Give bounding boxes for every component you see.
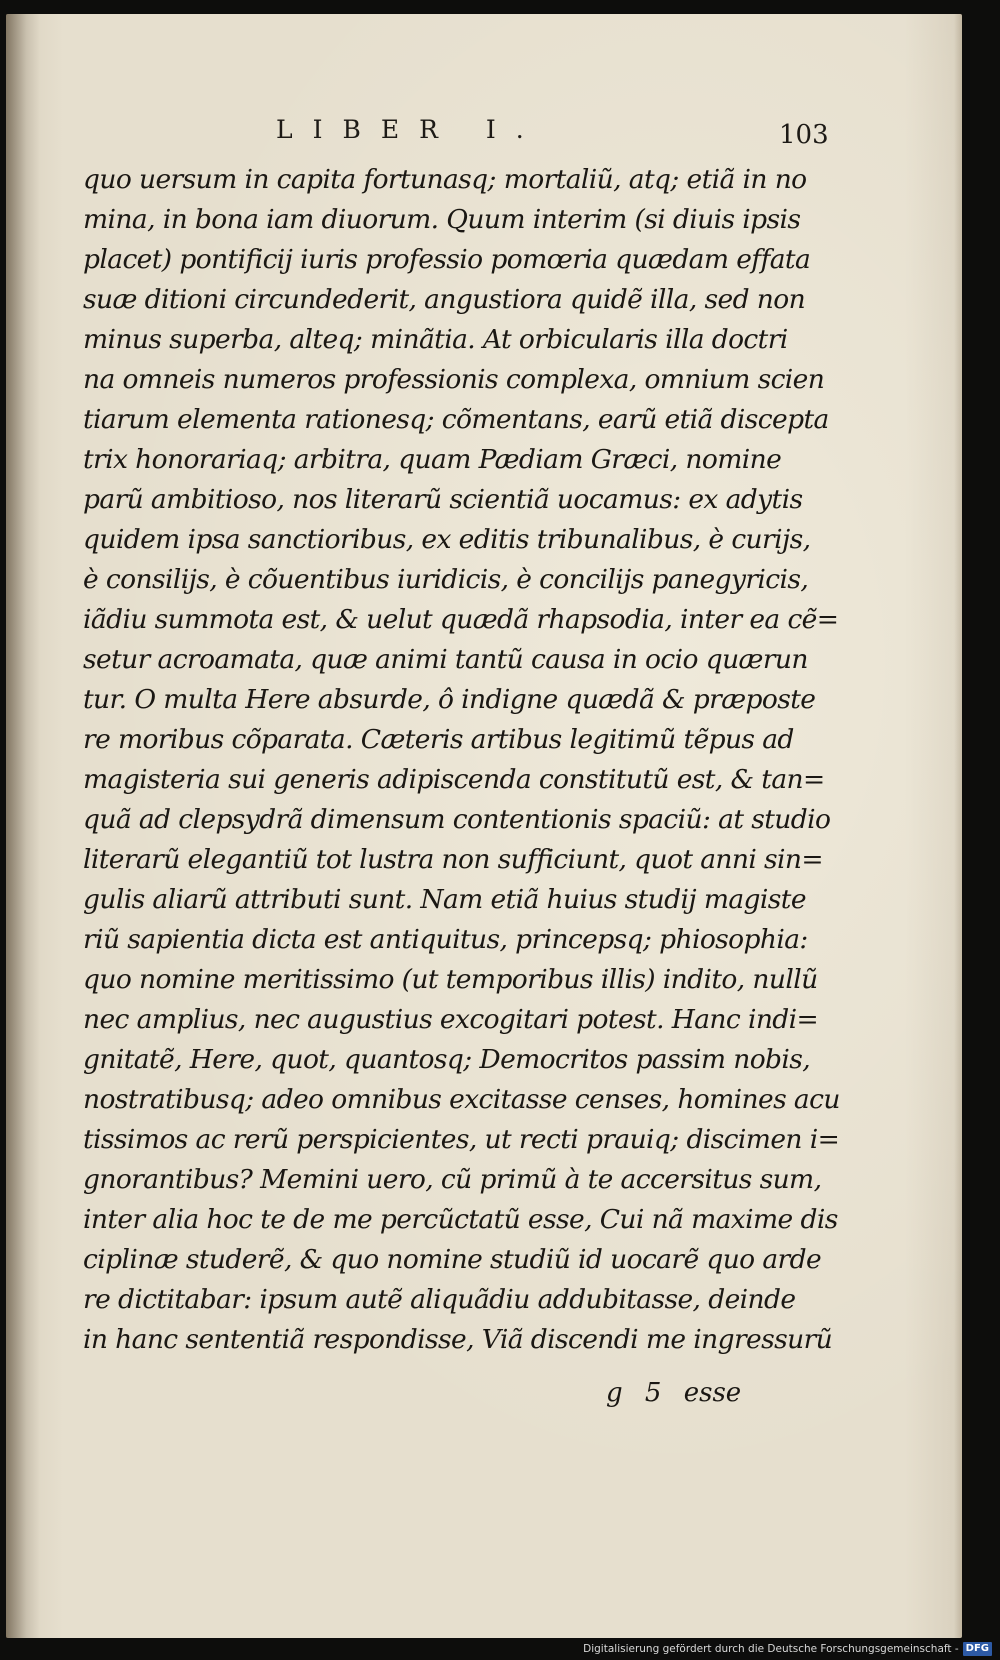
text-line: placet) pontificij iuris professio pomœria quædam effata [83,244,811,275]
text-line: ciplinæ studerẽ, & quo nomine studiũ id uocarẽ quo arde [83,1244,822,1275]
text-line: inter alia hoc te de me percũctatũ esse, Cui nã maxime dis [83,1204,838,1235]
digitization-credit [583,1641,992,1657]
text-line: in hanc sententiã respondisse, Viã discendi me ingressurũ [83,1324,833,1355]
text-line: gnorantibus? Memini uero, cũ primũ à te accersitus sum, [83,1164,822,1195]
text-line: setur acroamata, quæ animi tantũ causa in ocio quærun [83,644,808,675]
text-line: tissimos ac rerũ perspicientes, ut recti prauiq; discimen i= [83,1124,840,1155]
text-line: na omneis numeros professionis complexa, omnium scien [83,364,825,395]
text-line: è consilijs, è cõuentibus iuridicis, è concilijs panegyricis, [83,564,809,595]
text-line: gulis aliarũ attributi sunt. Nam etiã huius studij magiste [83,884,806,915]
text-line: re moribus cõparata. Cæteris artibus legitimũ tẽpus ad [83,724,794,755]
text-line: literarũ elegantiũ tot lustra non sufficiunt, quot anni sin= [83,844,824,875]
text-line: gnitatẽ, Here, quot, quantosq; Democritos passim nobis, [83,1044,811,1075]
catchword-signature: g 5 esse [606,1378,742,1408]
text-line: nec amplius, nec augustius excogitari potest. Hanc indi= [83,1004,819,1035]
text-line: trix honorariaq; arbitra, quam Pædiam Græci, nomine [83,444,782,475]
text-line: iãdiu summota est, & uelut quædã rhapsodia, inter ea cẽ= [83,604,839,635]
page-number: 103 [779,120,829,150]
text-line: tiarum elementa rationesq; cõmentans, earũ etiã discepta [83,404,829,435]
dfg-logo: DFG [963,1642,992,1656]
text-line: minus superba, alteq; minãtia. At orbicularis illa doctri [83,324,788,355]
text-line: tur. O multa Here absurde, ô indigne quædã & præposte [83,684,816,715]
body-text [83,160,840,1360]
text-line: quidem ipsa sanctioribus, ex editis tribunalibus, è curijs, [83,524,811,555]
credit-text: Digitalisierung gefördert durch die Deutsche Forschungsgemeinschaft - [583,1643,959,1655]
text-line: quo nomine meritissimo (ut temporibus illis) indito, nullũ [83,964,818,995]
spine-shadow [6,14,40,1638]
running-head: LIBER I. [276,115,544,144]
text-line: magisteria sui generis adipiscenda constitutũ est, & tan= [83,764,825,795]
book-page [6,14,962,1638]
text-line: re dictitabar: ipsum autẽ aliquãdiu addubitasse, deinde [83,1284,796,1315]
text-line: quã ad clepsydrã dimensum contentionis spaciũ: at studio [83,804,831,835]
page-edge [954,14,962,1638]
text-line: quo uersum in capita fortunasq; mortaliũ, atq; etiã in no [83,164,807,195]
text-line: riũ sapientia dicta est antiquitus, princepsq; phiosophia: [83,924,808,955]
text-line: nostratibusq; adeo omnibus excitasse censes, homines acu [83,1084,840,1115]
text-line: mina, in bona iam diuorum. Quum interim (si diuis ipsis [83,204,801,235]
text-line: suæ ditioni circundederit, angustiora quidẽ illa, sed non [83,284,806,315]
text-line: parũ ambitioso, nos literarũ scientiã uocamus: ex adytis [83,484,803,515]
